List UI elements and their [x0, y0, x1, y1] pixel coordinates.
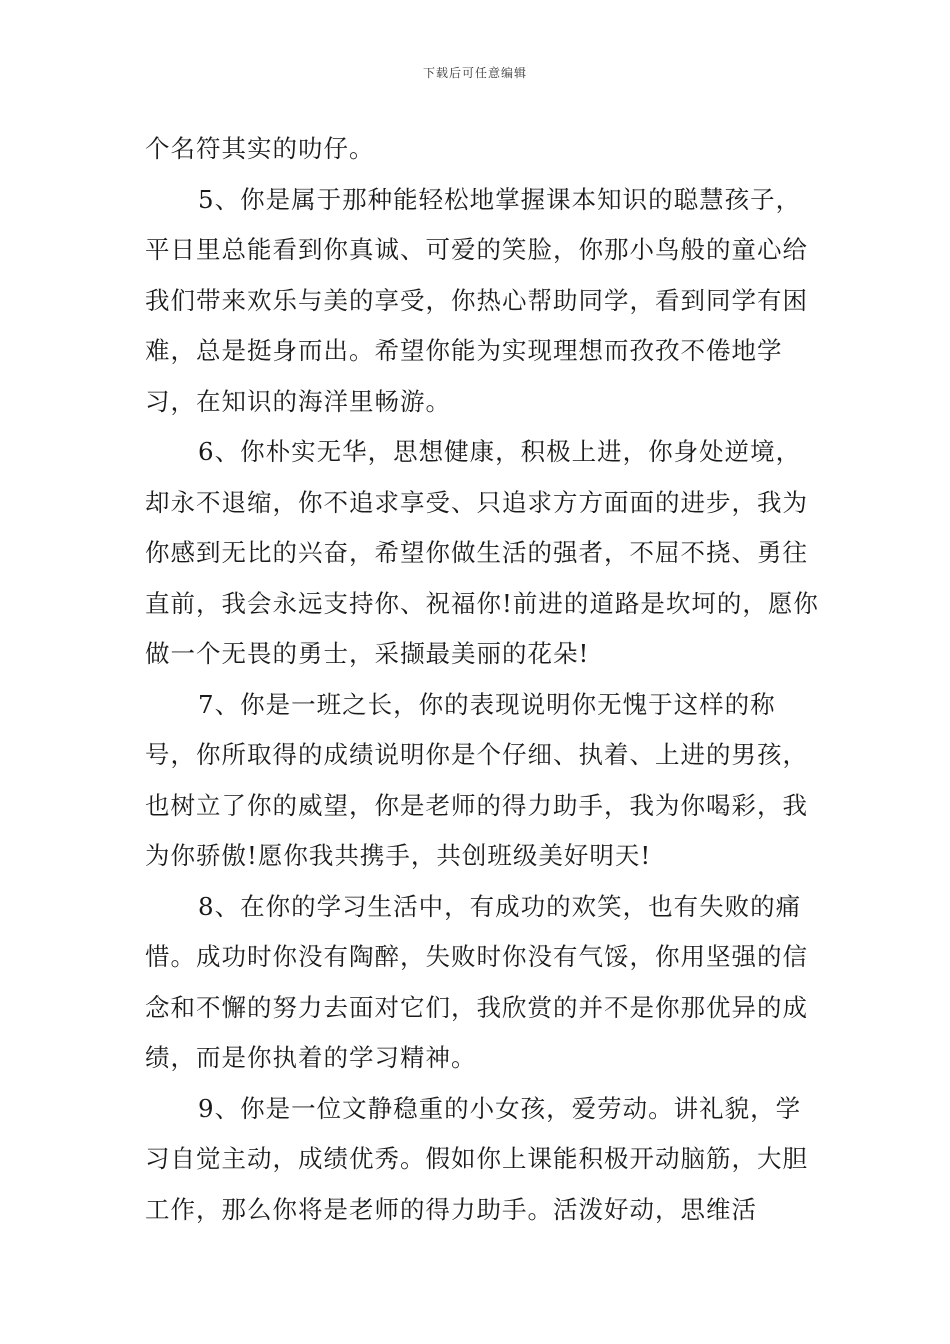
paragraph-6: 6、你朴实无华，思想健康，积极上进，你身处逆境，却永不退缩，你不追求享受、只追求方方面面的进步，我为你感到无比的兴奋，希望你做生活的强者，不屈不挠、勇往直前，我会永远支持你、祝福你!前进的道路是坎坷的，愿你做一个无畏的勇士，采撷最美丽的花朵!: [145, 437, 819, 668]
document-body: [145, 124, 825, 1235]
paragraph-9: 9、你是一位文静稳重的小女孩，爱劳动。讲礼貌，学习自觉主动，成绩优秀。假如你上课能积极开动脑筋，大胆工作，那么你将是老师的得力助手。活泼好动，思维活: [145, 1093, 808, 1224]
paragraph-continuation: 个名符其实的叻仔。: [145, 134, 375, 163]
paragraph-5: 5、你是属于那种能轻松地掌握课本知识的聪慧孩子，平日里总能看到你真诚、可爱的笑脸，你那小鸟般的童心给我们带来欢乐与美的享受，你热心帮助同学，看到同学有困难，总是挺身而出。希望你能为实现理想而孜孜不倦地学习，在知识的海洋里畅游。: [145, 184, 808, 416]
paragraph-8: 8、在你的学习生活中，有成功的欢笑，也有失败的痛惜。成功时你没有陶醉，失败时你没有气馁，你用坚强的信念和不懈的努力去面对它们，我欣赏的并不是你那优异的成绩，而是你执着的学习精神。: [145, 891, 808, 1072]
page-header: 下载后可任意编辑: [422, 66, 527, 80]
paragraph-7: 7、你是一班之长，你的表现说明你无愧于这样的称号，你所取得的成绩说明你是个仔细、执着、上进的男孩，也树立了你的威望，你是老师的得力助手，我为你喝彩，我为你骄傲!愿你我共携手，共创班级美好明天!: [145, 689, 808, 870]
